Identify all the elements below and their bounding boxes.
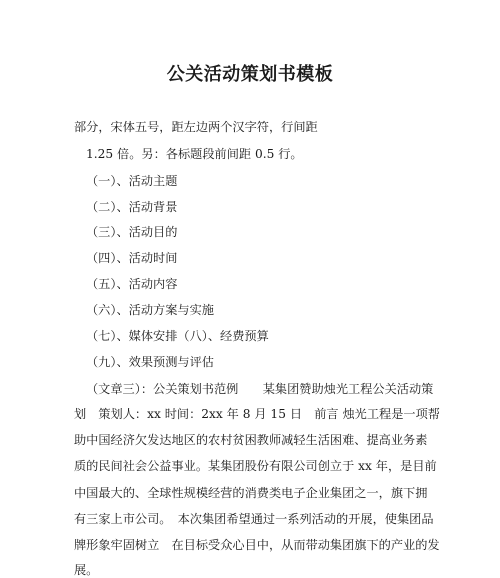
paragraph-line: 有三家上市公司。 本次集团希望通过一系列活动的开展，使集团品: [74, 512, 434, 526]
section-heading-media-budget: （七）、媒体安排（八）、经费预算: [86, 329, 269, 343]
section-heading-content: （五）、活动内容: [86, 277, 178, 291]
paragraph-line: 1.25 倍。另：各标题段前间距 0.5 行。: [86, 147, 303, 161]
paragraph-line: 助中国经济欠发达地区的农村贫困教师减轻生活困难、提高业务素: [74, 433, 428, 447]
section-heading-time: （四）、活动时间: [86, 251, 178, 265]
paragraph-line: （文章三）：公关策划书范例 某集团赞助烛光工程公关活动策: [86, 382, 434, 396]
document-title: 公关活动策划书模板: [166, 64, 334, 85]
section-heading-theme: （一）、活动主题: [86, 174, 178, 188]
section-heading-purpose: （三）、活动目的: [86, 225, 178, 239]
section-heading-plan: （六）、活动方案与实施: [86, 303, 214, 317]
section-heading-evaluation: （九）、效果预测与评估: [86, 355, 214, 369]
paragraph-line: 中国最大的、全球性规模经营的消费类电子企业集团之一，旗下拥: [74, 486, 428, 500]
paragraph-line: 划 策划人：xx 时间：2xx 年 8 月 15 日 前言 烛光工程是一项帮: [74, 407, 440, 421]
paragraph-line: 牌形象牢固树立 在目标受众心目中，从而带动集团旗下的产业的发: [74, 538, 440, 552]
paragraph-line: 展。: [74, 563, 99, 577]
paragraph-line: 部分，宋体五号，距左边两个汉字符，行间距: [74, 120, 318, 134]
section-heading-background: （二）、活动背景: [86, 200, 178, 214]
paragraph-line: 质的民间社会公益事业。某集团股份有限公司创立于 xx 年，是目前: [74, 459, 437, 473]
